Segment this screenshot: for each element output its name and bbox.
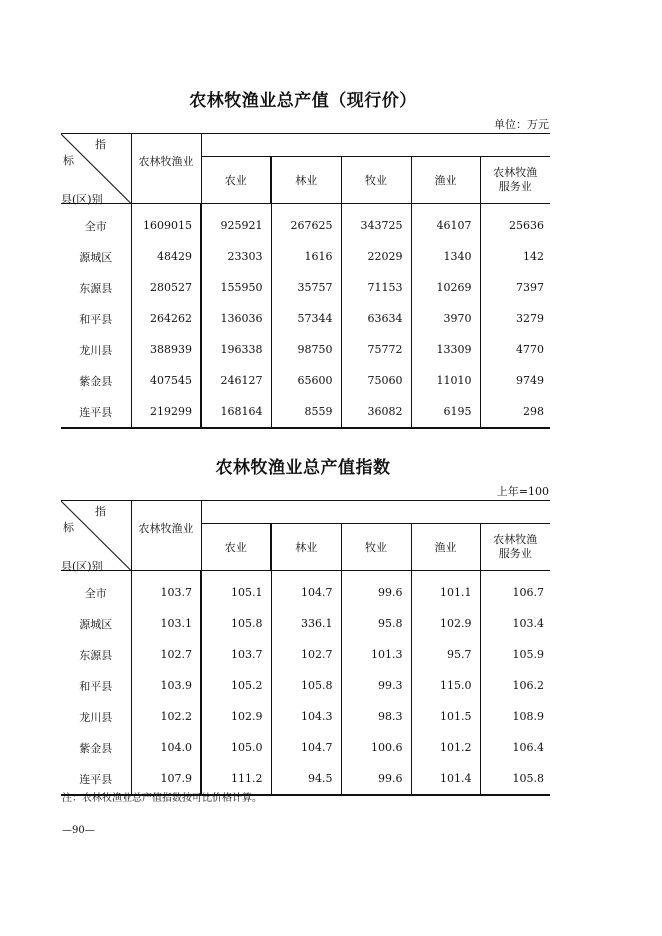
table-cell: 102.7 — [271, 639, 341, 670]
table-cell: 102.2 — [131, 701, 201, 732]
row-label: 东源县 — [61, 639, 131, 670]
row-label: 紫金县 — [61, 732, 131, 763]
table-cell: 101.1 — [411, 577, 480, 608]
table-row — [61, 639, 550, 670]
table2-title: 农林牧渔业总产值指数 — [215, 458, 391, 478]
table-cell: 71153 — [341, 272, 411, 303]
table-row — [61, 365, 550, 396]
table-cell: 3279 — [516, 312, 545, 325]
row-label: 全市 — [61, 210, 131, 241]
table-cell: 111.2 — [201, 763, 271, 795]
header-total: 农林牧渔业 — [131, 501, 201, 571]
table-row — [61, 210, 550, 241]
table-cell: 106.7 — [512, 586, 545, 599]
table-cell: 7397 — [516, 281, 545, 294]
table-cell: 13309 — [411, 334, 480, 365]
table1-unit: 单位：万元 — [494, 118, 549, 131]
table2 — [61, 500, 550, 796]
table-cell: 98.3 — [341, 701, 411, 732]
corner-middle-label: 标 — [63, 521, 74, 534]
table-cell: 105.9 — [512, 648, 545, 661]
table-cell: 103.4 — [512, 617, 545, 630]
table-cell: 101.5 — [411, 701, 480, 732]
table-cell: 102.7 — [131, 639, 201, 670]
header-agriculture: 农业 — [201, 157, 271, 204]
table-cell: 99.3 — [341, 670, 411, 701]
table-cell: 102.9 — [411, 608, 480, 639]
table-cell: 336.1 — [271, 608, 341, 639]
table-cell: 63634 — [341, 303, 411, 334]
table-cell: 75060 — [341, 365, 411, 396]
table-cell: 106.2 — [512, 679, 545, 692]
row-label: 紫金县 — [61, 365, 131, 396]
table2-unit: 上年=100 — [496, 485, 549, 498]
table-cell: 155950 — [201, 272, 271, 303]
table-cell: 94.5 — [271, 763, 341, 795]
table-row — [61, 701, 550, 732]
corner-top-label: 指 — [95, 138, 106, 151]
table-cell: 196338 — [201, 334, 271, 365]
table-cell: 100.6 — [341, 732, 411, 763]
table-cell: 136036 — [201, 303, 271, 334]
table-row — [61, 396, 550, 428]
header-forestry: 林业 — [271, 524, 341, 571]
table-cell: 407545 — [131, 365, 201, 396]
table-cell: 35757 — [271, 272, 341, 303]
table-cell: 36082 — [341, 396, 411, 428]
table-cell: 267625 — [271, 210, 341, 241]
table-cell: 105.1 — [201, 577, 271, 608]
table2-corner-header — [61, 501, 131, 571]
header-animal-husbandry: 牧业 — [341, 157, 411, 204]
row-label: 和平县 — [61, 303, 131, 334]
table-cell: 25636 — [509, 219, 545, 232]
table-cell: 1609015 — [131, 210, 201, 241]
header-total: 农林牧渔业 — [131, 134, 201, 204]
table-cell: 106.4 — [512, 741, 545, 754]
header-spacer — [201, 134, 550, 157]
table-row — [61, 334, 550, 365]
footnote: 注：农林牧渔业总产值指数按可比价格计算。 — [62, 793, 262, 804]
table-cell: 57344 — [271, 303, 341, 334]
table-cell: 75772 — [341, 334, 411, 365]
table-cell: 168164 — [201, 396, 271, 428]
header-forestry: 林业 — [271, 157, 341, 204]
table-cell: 103.9 — [131, 670, 201, 701]
table1-corner-header — [61, 134, 131, 204]
row-label: 龙川县 — [61, 334, 131, 365]
row-label: 东源县 — [61, 272, 131, 303]
table-cell: 104.7 — [271, 577, 341, 608]
table-cell: 1340 — [411, 241, 480, 272]
table-cell: 101.2 — [411, 732, 480, 763]
table-cell: 115.0 — [411, 670, 480, 701]
table-row — [61, 272, 550, 303]
table-cell: 95.7 — [411, 639, 480, 670]
table1 — [61, 133, 550, 429]
table-cell: 10269 — [411, 272, 480, 303]
table-cell: 98750 — [271, 334, 341, 365]
header-spacer — [201, 501, 550, 524]
corner-top-label: 指 — [95, 505, 106, 518]
table-cell: 99.6 — [341, 577, 411, 608]
corner-bottom-label: 县(区)别 — [61, 560, 103, 573]
header-agriculture: 农业 — [201, 524, 271, 571]
table-cell: 8559 — [271, 396, 341, 428]
header-fishery: 渔业 — [411, 157, 480, 204]
table-cell: 105.2 — [201, 670, 271, 701]
table-cell: 95.8 — [341, 608, 411, 639]
table-cell: 3970 — [411, 303, 480, 334]
table-cell: 4770 — [516, 343, 545, 356]
table-cell: 22029 — [341, 241, 411, 272]
page-number: —90— — [62, 825, 95, 836]
row-label: 龙川县 — [61, 701, 131, 732]
table-cell: 343725 — [341, 210, 411, 241]
table-cell: 65600 — [271, 365, 341, 396]
table-cell: 104.0 — [131, 732, 201, 763]
corner-middle-label: 标 — [63, 154, 74, 167]
row-label: 源城区 — [61, 608, 131, 639]
table-cell: 1616 — [271, 241, 341, 272]
table-cell: 103.7 — [131, 577, 201, 608]
table-cell: 388939 — [131, 334, 201, 365]
header-fishery: 渔业 — [411, 524, 480, 571]
table-row — [61, 303, 550, 334]
header-services: 农林牧渔 服务业 — [480, 524, 550, 571]
row-label: 源城区 — [61, 241, 131, 272]
table-cell: 105.8 — [201, 608, 271, 639]
table-cell: 103.1 — [131, 608, 201, 639]
table-cell: 102.9 — [201, 701, 271, 732]
table-cell: 99.6 — [341, 763, 411, 795]
table-cell: 6195 — [411, 396, 480, 428]
table-cell: 9749 — [516, 374, 545, 387]
row-label: 连平县 — [61, 396, 131, 428]
table-cell: 298 — [480, 396, 550, 428]
table-cell: 105.8 — [271, 670, 341, 701]
table-cell: 11010 — [411, 365, 480, 396]
table-cell: 105.0 — [201, 732, 271, 763]
row-label: 连平县 — [61, 763, 131, 795]
table-row — [61, 241, 550, 272]
header-services: 农林牧渔 服务业 — [480, 157, 550, 204]
table-cell: 108.9 — [512, 710, 545, 723]
table-cell: 280527 — [131, 272, 201, 303]
table1-title: 农林牧渔业总产值（现行价） — [189, 91, 417, 111]
table-cell: 103.7 — [201, 639, 271, 670]
table-cell: 46107 — [411, 210, 480, 241]
header-animal-husbandry: 牧业 — [341, 524, 411, 571]
corner-bottom-label: 县(区)别 — [61, 193, 103, 206]
table-cell: 219299 — [131, 396, 201, 428]
table-cell: 264262 — [131, 303, 201, 334]
table-cell: 107.9 — [131, 763, 201, 795]
table-cell: 105.8 — [480, 763, 550, 795]
table-cell: 23303 — [201, 241, 271, 272]
table-cell: 142 — [523, 250, 545, 263]
table-cell: 246127 — [201, 365, 271, 396]
table-cell: 101.4 — [411, 763, 480, 795]
row-label: 和平县 — [61, 670, 131, 701]
table-row — [61, 577, 550, 608]
table-row — [61, 608, 550, 639]
table-cell: 48429 — [131, 241, 201, 272]
table-row — [61, 670, 550, 701]
table-cell: 104.3 — [271, 701, 341, 732]
table-cell: 101.3 — [341, 639, 411, 670]
row-label: 全市 — [61, 577, 131, 608]
table-row — [61, 732, 550, 763]
table-cell: 925921 — [201, 210, 271, 241]
table-cell: 104.7 — [271, 732, 341, 763]
